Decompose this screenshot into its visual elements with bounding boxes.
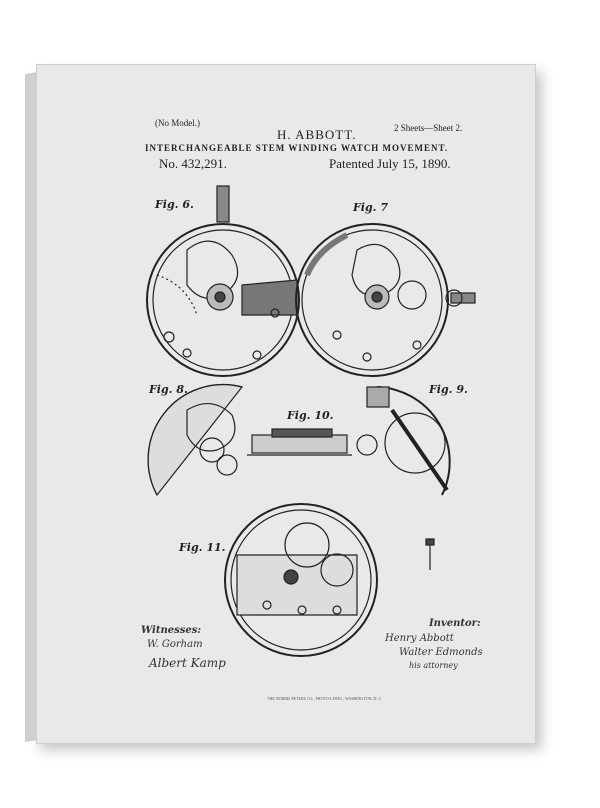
fig8-half-movement: [148, 385, 242, 495]
witness-2-signature: Albert Kamp: [149, 656, 226, 670]
fig7-movement: [296, 224, 475, 376]
fig7-label: Fig. 7: [353, 201, 388, 214]
sheets-note: 2 Sheets—Sheet 2.: [394, 123, 463, 133]
fig9-half-movement: [357, 387, 450, 495]
printer-credit: THE NORRIS PETERS CO., PHOTO-LITHO., WASHINGTON, D. C.: [267, 696, 383, 701]
fig11-label: Fig. 11.: [179, 541, 226, 554]
patent-number: No. 432,291.: [159, 156, 227, 171]
patent-title: INTERCHANGEABLE STEM WINDING WATCH MOVEMENT.: [145, 143, 449, 153]
fig6-label: Fig. 6.: [155, 198, 194, 211]
fig8-label: Fig. 8.: [149, 383, 188, 396]
witnesses-label: Witnesses:: [141, 625, 202, 636]
attorney-signature: Walter Edmonds: [399, 647, 483, 658]
fig9-label: Fig. 9.: [429, 383, 468, 396]
no-model-note: (No Model.): [155, 118, 200, 128]
canvas-print: [36, 64, 536, 744]
inventor-name: H. ABBOTT.: [277, 127, 357, 142]
fig6-movement: [147, 186, 299, 376]
inventor-signature: Henry Abbott: [385, 633, 454, 644]
attorney-label: his attorney: [409, 661, 458, 670]
witness-1-signature: W. Gorham: [147, 639, 203, 650]
patent-date: Patented July 15, 1890.: [329, 156, 451, 171]
fig10-side-view: [247, 429, 352, 455]
patent-drawing: [37, 65, 537, 745]
fig10-label: Fig. 10.: [287, 409, 334, 422]
inventor-label: Inventor:: [429, 618, 481, 629]
